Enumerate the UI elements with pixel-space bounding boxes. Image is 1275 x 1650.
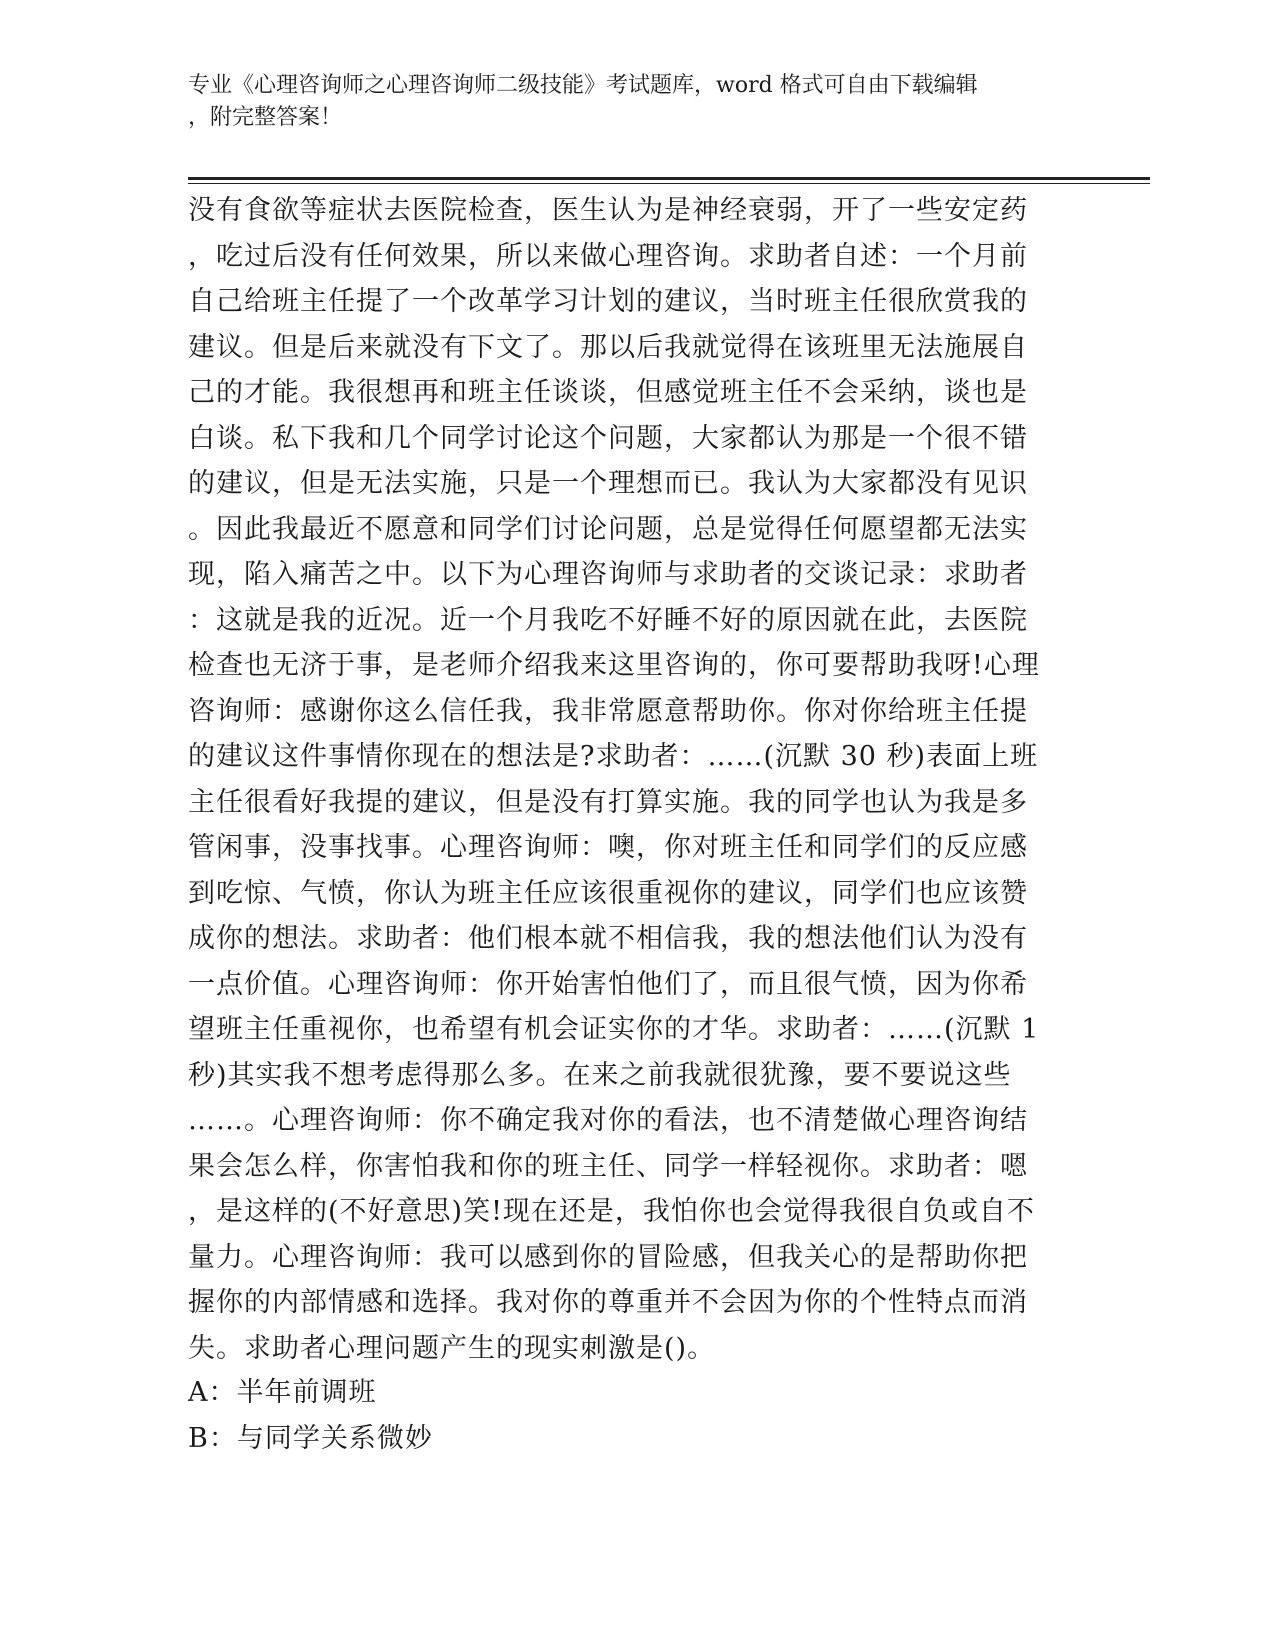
passage-line: ……。心理咨询师：你不确定我对你的看法，也不清楚做心理咨询结 (188, 1105, 1028, 1136)
passage-line: ，吃过后没有任何效果，所以来做心理咨询。求助者自述：一个月前 (188, 240, 1028, 272)
passage-line: 握你的内部情感和选择。我对你的尊重并不会因为你的个性特点而消 (188, 1287, 1028, 1318)
page-header (188, 70, 1068, 134)
header-rule-thin (188, 183, 1150, 184)
passage-line: 秒)其实我不想考虑得那么多。在来之前我就很犹豫，要不要说这些 (188, 1059, 1012, 1091)
passage-line: 管闲事，没事找事。心理咨询师：噢，你对班主任和同学们的反应感 (188, 832, 1028, 863)
option-b: B：与同学关系微妙 (188, 1422, 433, 1454)
passage-line: 白谈。私下我和几个同学讨论这个问题，大家都认为那是一个很不错 (188, 422, 1028, 454)
passage-line: 己的才能。我很想再和班主任谈谈，但感觉班主任不会采纳，谈也是 (188, 377, 1028, 408)
passage-line: 建议。但是后来就没有下文了。那以后我就觉得在该班里无法施展自 (188, 331, 1028, 363)
passage-line: ：这就是我的近况。近一个月我吃不好睡不好的原因就在此，去医院 (188, 604, 1028, 636)
passage-line: 的建议，但是无法实施，只是一个理想而已。我认为大家都没有见识 (188, 468, 1028, 499)
option-a: A：半年前调班 (188, 1377, 377, 1408)
passage-line: 量力。心理咨询师：我可以感到你的冒险感，但我关心的是帮助你把 (188, 1241, 1028, 1273)
passage-line: 望班主任重视你，也希望有机会证实你的才华。求助者：……(沉默 1 (188, 1014, 1040, 1045)
passage-line: 到吃惊、气愤，你认为班主任应该很重视你的建议，同学们也应该赞 (188, 877, 1028, 909)
passage-line: 一点价值。心理咨询师：你开始害怕他们了，而且很气愤，因为你希 (188, 968, 1028, 1000)
passage-line: 自己给班主任提了一个改革学习计划的建议，当时班主任很欣赏我的 (188, 286, 1028, 317)
passage-line: 的建议这件事情你现在的想法是?求助者：……(沉默 30 秒)表面上班 (188, 741, 1039, 772)
passage-line: 失。求助者心理问题产生的现实刺激是()。 (188, 1332, 716, 1364)
passage-line: 主任很看好我提的建议，但是没有打算实施。我的同学也认为我是多 (188, 786, 1028, 818)
header-line-1: 专业《心理咨询师之心理咨询师二级技能》考试题库，word 格式可自由下载编辑 (188, 73, 978, 98)
question-passage (188, 188, 1088, 1371)
answer-options (188, 1370, 1088, 1461)
passage-line: 果会怎么样，你害怕我和你的班主任、同学一样轻视你。求助者：嗯 (188, 1150, 1028, 1182)
passage-line: ，是这样的(不好意思)笑!现在还是，我怕你也会觉得我很自负或自不 (188, 1196, 1035, 1227)
passage-line: 成你的想法。求助者：他们根本就不相信我，我的想法他们认为没有 (188, 923, 1028, 954)
passage-line: 检查也无济于事，是老师介绍我来这里咨询的，你可要帮助我呀!心理 (188, 650, 1040, 681)
passage-line: 咨询师：感谢你这么信任我，我非常愿意帮助你。你对你给班主任提 (188, 695, 1028, 727)
passage-line: 现，陷入痛苦之中。以下为心理咨询师与求助者的交谈记录：求助者 (188, 559, 1028, 590)
passage-line: 没有食欲等症状去医院检查，医生认为是神经衰弱，开了一些安定药 (188, 195, 1028, 226)
header-line-2: ，附完整答案！ (188, 105, 343, 130)
header-rule-thick (188, 177, 1150, 180)
passage-line: 。因此我最近不愿意和同学们讨论问题，总是觉得任何愿望都无法实 (188, 513, 1028, 545)
